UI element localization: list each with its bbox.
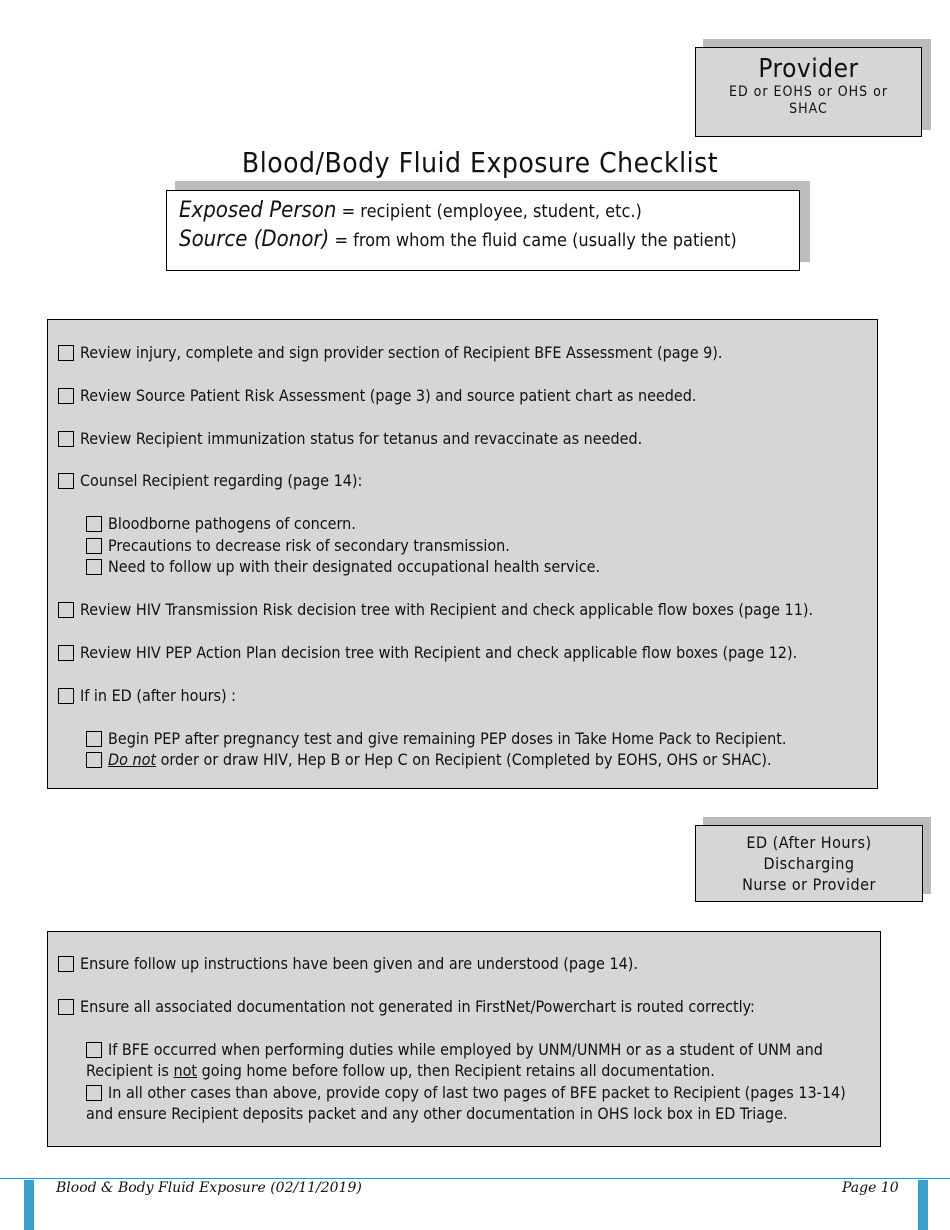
- provider-checklist-panel: [47, 319, 878, 789]
- checklist-subitem: [86, 1039, 856, 1081]
- checklist-item: [58, 642, 797, 663]
- checklist-item: [58, 953, 638, 974]
- provider-badge-box: [695, 47, 922, 137]
- checklist-item: [58, 599, 813, 620]
- checklist-item: [58, 470, 362, 491]
- checkbox[interactable]: [58, 956, 74, 972]
- checkbox[interactable]: [58, 388, 74, 404]
- footer-page-number: Page 10: [842, 1180, 899, 1196]
- page-title: Blood/Body Fluid Exposure Checklist: [241, 146, 719, 179]
- checkbox[interactable]: [86, 538, 102, 554]
- checklist-subitem: [86, 556, 600, 577]
- item-text: order or draw HIV, Hep B or Hep C on Recipient (Completed by EOHS, OHS or SHAC).: [156, 750, 772, 769]
- exposed-term: Exposed Person: [179, 198, 337, 223]
- checkbox[interactable]: [86, 559, 102, 575]
- checklist-subitem: [86, 535, 510, 556]
- footer-left-bar: [24, 1180, 34, 1230]
- checklist-item: [58, 685, 236, 706]
- defs-inner: [166, 190, 800, 271]
- checklist-item: [58, 385, 697, 406]
- do-not-emphasis: Do not: [108, 750, 157, 769]
- item-text: Review HIV PEP Action Plan decision tree with Recipient and check applicable flow boxes (page 12).: [80, 643, 798, 662]
- source-term: Source (Donor): [179, 227, 330, 252]
- checkbox[interactable]: [58, 473, 74, 489]
- checkbox[interactable]: [86, 752, 102, 768]
- source-definition: [179, 226, 787, 255]
- item-text: Review HIV Transmission Risk decision tree with Recipient and check applicable flow boxes (page 11).: [80, 600, 814, 619]
- item-text: Counsel Recipient regarding (page 14):: [80, 471, 363, 490]
- item-text: going home before follow up, then Recipient retains all documentation.: [197, 1061, 715, 1080]
- provider-badge-title: Provider: [758, 54, 859, 84]
- item-text: Review injury, complete and sign provider section of Recipient BFE Assessment (page 9).: [80, 343, 723, 362]
- discharge-checklist-panel: [47, 931, 881, 1147]
- checklist-subitem: [86, 513, 356, 534]
- item-text: Ensure follow up instructions have been given and are understood (page 14).: [80, 954, 638, 973]
- footer-right-bar: [918, 1180, 928, 1230]
- item-text: Ensure all associated documentation not generated in FirstNet/Powerchart is routed correctly:: [80, 997, 755, 1016]
- item-text: If in ED (after hours) :: [80, 686, 237, 705]
- ed-badge-line3: Nurse or Provider: [742, 875, 876, 894]
- checklist-subitem: [86, 1082, 856, 1124]
- exposed-def: = recipient (employee, student, etc.): [336, 201, 642, 222]
- ed-badge-box: [695, 825, 923, 902]
- exposed-person-definition: [179, 197, 787, 226]
- item-text: Bloodborne pathogens of concern.: [108, 514, 356, 533]
- item-text: In all other cases than above, provide copy of last two pages of BFE packet to Recipient (pages 13-14) and ensure Recipient deposits packet and any other documentation in OHS lock box in ED Triage.: [86, 1083, 846, 1123]
- checkbox[interactable]: [58, 602, 74, 618]
- checklist-item: [58, 428, 642, 449]
- checklist-subitem: [86, 728, 786, 749]
- ed-badge-line2: Discharging: [763, 854, 855, 873]
- footer-rule: [0, 1178, 950, 1179]
- item-text: Begin PEP after pregnancy test and give remaining PEP doses in Take Home Pack to Recipient.: [108, 729, 787, 748]
- ed-badge-line1: ED (After Hours): [746, 833, 872, 852]
- checkbox[interactable]: [58, 431, 74, 447]
- checkbox[interactable]: [58, 688, 74, 704]
- checkbox[interactable]: [58, 645, 74, 661]
- checkbox[interactable]: [86, 1085, 102, 1101]
- checkbox[interactable]: [58, 345, 74, 361]
- checkbox[interactable]: [86, 516, 102, 532]
- checkbox[interactable]: [86, 1042, 102, 1058]
- checklist-subitem: [86, 749, 772, 770]
- checkbox[interactable]: [86, 731, 102, 747]
- item-text: Review Recipient immunization status for tetanus and revaccinate as needed.: [80, 429, 643, 448]
- item-text: Review Source Patient Risk Assessment (page 3) and source patient chart as needed.: [80, 386, 697, 405]
- footer-document-title: Blood & Body Fluid Exposure (02/11/2019): [56, 1180, 362, 1196]
- not-emphasis: not: [173, 1061, 198, 1080]
- item-text: If BFE occurred when performing duties while employed by UNM/UNMH or as a student of UNM and Recipient is: [86, 1040, 823, 1080]
- source-def: = from whom the fluid came (usually the patient): [329, 230, 737, 251]
- checklist-item: [58, 342, 722, 363]
- checklist-item: [58, 996, 755, 1017]
- item-text: Precautions to decrease risk of secondary transmission.: [108, 536, 510, 555]
- provider-badge-subtitle: ED or EOHS or OHS or SHAC: [728, 84, 888, 117]
- item-text: Need to follow up with their designated occupational health service.: [108, 557, 601, 576]
- checkbox[interactable]: [58, 999, 74, 1015]
